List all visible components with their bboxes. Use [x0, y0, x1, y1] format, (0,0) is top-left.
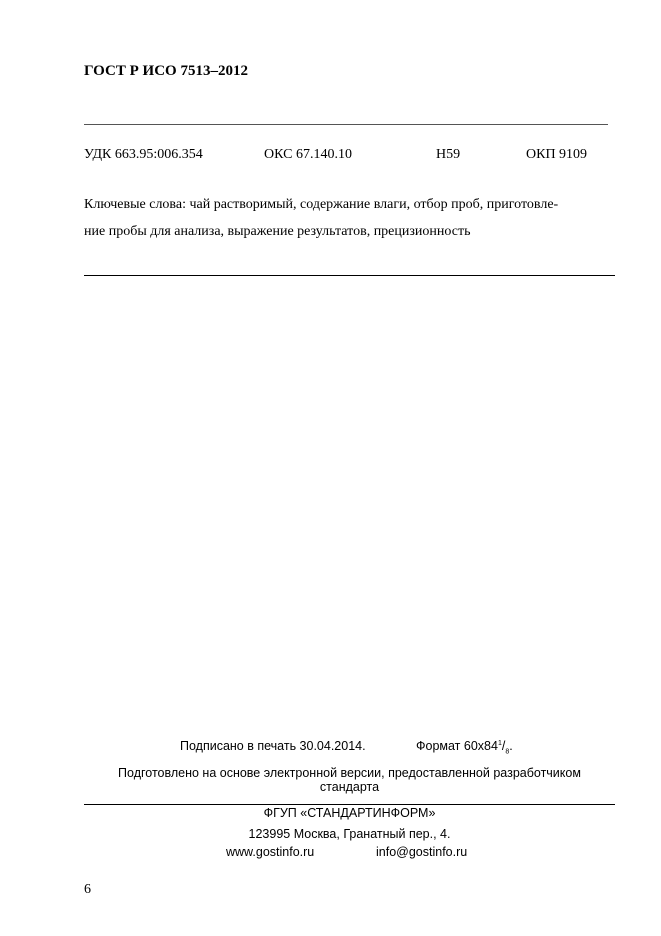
email-link[interactable]: info@gostinfo.ru: [376, 845, 468, 859]
keywords-line: ние пробы для анализа, выражение результатов, прецизионность: [84, 224, 471, 239]
prepared-line: Подготовлено на основе электронной версии, предоставленной разработчиком: [118, 766, 581, 780]
keywords-line: Ключевые слова: чай растворимый, содержание влаги, отбор проб, приготовле-: [84, 197, 559, 212]
prepared-line: стандарта: [319, 780, 380, 794]
format-numerator: 1: [497, 739, 502, 747]
page-number: 6: [84, 882, 91, 897]
format-label: Формат 60х84: [416, 739, 498, 753]
prepared-note: [84, 766, 615, 794]
standard-code: ГОСТ Р ИСО 7513–2012: [84, 63, 248, 79]
oks-code: ОКС 67.140.10: [264, 147, 352, 162]
signed-for-print: Подписано в печать 30.04.2014.: [180, 739, 366, 753]
keywords-paragraph: [84, 191, 614, 245]
publisher-address: 123995 Москва, Гранатный пер., 4.: [248, 827, 451, 841]
okp-code: ОКП 9109: [526, 147, 588, 162]
paper-format: Формат $60х84^1/_8$.: [416, 739, 513, 756]
publisher-name: ФГУП «СТАНДАРТИНФОРМ»: [263, 806, 436, 820]
format-end: .: [509, 739, 513, 753]
website-link[interactable]: www.gostinfo.ru: [226, 845, 315, 859]
imprint-divider: [84, 804, 615, 805]
group-code: Н59: [436, 147, 461, 162]
format-denominator: 8: [505, 748, 510, 756]
udk-code: УДК 663.95:006.354: [84, 147, 203, 162]
header-divider: [84, 124, 608, 125]
section-divider: [84, 275, 615, 276]
